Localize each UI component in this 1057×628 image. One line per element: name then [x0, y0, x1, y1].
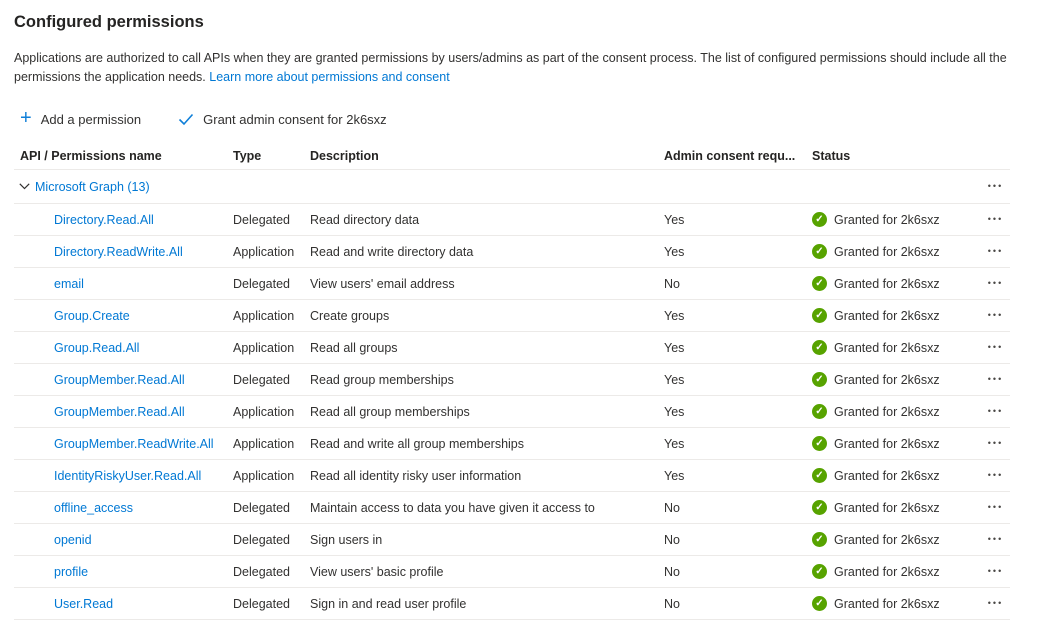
admin-consent-required-value: Yes: [664, 436, 685, 451]
granted-check-icon: ✓: [812, 404, 827, 419]
permission-description: Read all identity risky user information: [310, 468, 522, 483]
more-actions-button[interactable]: •••: [986, 212, 1005, 227]
permission-status: [812, 340, 981, 355]
permission-row: [14, 268, 1010, 300]
permission-description: Maintain access to data you have given it access to: [310, 500, 595, 515]
permission-description: Read all groups: [310, 340, 398, 355]
permission-description: Sign users in: [310, 532, 383, 547]
status-text: Granted for 2k6sxz: [834, 500, 940, 515]
column-header-status: Status: [812, 148, 851, 163]
permission-description: Read and write directory data: [310, 244, 474, 259]
permission-description: Read and write all group memberships: [310, 436, 524, 451]
permission-description: View users' basic profile: [310, 564, 444, 579]
status-text: Granted for 2k6sxz: [834, 308, 940, 323]
status-text: Granted for 2k6sxz: [834, 212, 940, 227]
status-text: Granted for 2k6sxz: [834, 340, 940, 355]
status-text: Granted for 2k6sxz: [834, 468, 940, 483]
granted-check-icon: ✓: [812, 244, 827, 259]
permission-row: [14, 236, 1010, 268]
permission-type: Application: [233, 436, 295, 451]
more-actions-button[interactable]: •••: [986, 564, 1005, 579]
more-actions-button[interactable]: •••: [986, 532, 1005, 547]
permission-description: Sign in and read user profile: [310, 596, 467, 611]
permission-status: [812, 532, 981, 547]
permission-name-link[interactable]: GroupMember.Read.All: [54, 404, 185, 419]
status-text: Granted for 2k6sxz: [834, 372, 940, 387]
plus-icon: +: [20, 107, 32, 129]
granted-check-icon: ✓: [812, 564, 827, 579]
table-body: [14, 204, 1010, 620]
permission-name-link[interactable]: GroupMember.ReadWrite.All: [54, 436, 214, 451]
admin-consent-required-value: No: [664, 500, 680, 515]
permission-name-link[interactable]: profile: [54, 564, 89, 579]
add-permission-button[interactable]: [20, 107, 142, 129]
permission-row: [14, 460, 1010, 492]
permission-type: Delegated: [233, 596, 290, 611]
status-text: Granted for 2k6sxz: [834, 564, 940, 579]
chevron-down-icon: [19, 183, 30, 190]
more-actions-button[interactable]: •••: [986, 436, 1005, 451]
page-title: Configured permissions: [14, 13, 204, 31]
permission-name-link[interactable]: User.Read: [54, 596, 114, 611]
permission-type: Application: [233, 468, 295, 483]
admin-consent-required-value: No: [664, 596, 680, 611]
admin-consent-required-value: Yes: [664, 372, 685, 387]
permission-type: Delegated: [233, 372, 290, 387]
api-group-row: [14, 170, 1010, 204]
toolbar: [20, 106, 1043, 132]
column-header-admin-consent: Admin consent requ...: [664, 148, 796, 163]
permission-status: [812, 244, 981, 259]
admin-consent-required-value: Yes: [664, 404, 685, 419]
column-header-type: Type: [233, 148, 262, 163]
granted-check-icon: ✓: [812, 212, 827, 227]
description-body: Applications are authorized to call APIs when they are granted permissions by users/admins as part of the consent process. The list of configured permissions should include all the permissions the application needs.: [14, 51, 1007, 84]
permission-status: [812, 564, 981, 579]
admin-consent-required-value: No: [664, 532, 680, 547]
granted-check-icon: ✓: [812, 532, 827, 547]
status-text: Granted for 2k6sxz: [834, 276, 940, 291]
permission-status: [812, 212, 981, 227]
permission-name-link[interactable]: offline_access: [54, 500, 133, 515]
permission-name-link[interactable]: Group.Create: [54, 308, 130, 323]
permission-name-link[interactable]: Directory.Read.All: [54, 212, 154, 227]
granted-check-icon: ✓: [812, 308, 827, 323]
admin-consent-required-value: No: [664, 276, 680, 291]
permission-type: Application: [233, 244, 295, 259]
api-group-toggle[interactable]: [14, 180, 981, 194]
more-actions-button[interactable]: •••: [986, 468, 1005, 483]
admin-consent-required-value: Yes: [664, 308, 685, 323]
permission-name-link[interactable]: Group.Read.All: [54, 340, 140, 355]
admin-consent-required-value: Yes: [664, 340, 685, 355]
more-actions-button[interactable]: •••: [986, 276, 1005, 291]
add-permission-label: Add a permission: [40, 111, 142, 127]
status-text: Granted for 2k6sxz: [834, 244, 940, 259]
permission-name-link[interactable]: email: [54, 276, 84, 291]
permission-row: [14, 428, 1010, 460]
permission-description: Read all group memberships: [310, 404, 470, 419]
status-text: Granted for 2k6sxz: [834, 436, 940, 451]
permission-status: [812, 372, 981, 387]
permission-type: Delegated: [233, 276, 290, 291]
permission-description: Read directory data: [310, 212, 420, 227]
permission-type: Delegated: [233, 532, 290, 547]
permission-status: [812, 404, 981, 419]
permission-status: [812, 596, 981, 611]
permission-type: Delegated: [233, 564, 290, 579]
more-actions-button[interactable]: •••: [986, 340, 1005, 355]
permission-status: [812, 308, 981, 323]
grant-admin-consent-label: Grant admin consent for 2k6sxz: [203, 111, 387, 127]
permission-row: [14, 396, 1010, 428]
granted-check-icon: ✓: [812, 372, 827, 387]
permission-type: Delegated: [233, 500, 290, 515]
admin-consent-required-value: Yes: [664, 468, 685, 483]
permission-type: Application: [233, 340, 295, 355]
permission-row: [14, 588, 1010, 620]
permission-status: [812, 436, 981, 451]
permission-name-link[interactable]: IdentityRiskyUser.Read.All: [54, 468, 202, 483]
permission-name-link[interactable]: GroupMember.Read.All: [54, 372, 185, 387]
permission-description: Create groups: [310, 308, 390, 323]
admin-consent-required-value: Yes: [664, 244, 685, 259]
permission-row: [14, 364, 1010, 396]
permission-name-link[interactable]: openid: [54, 532, 92, 547]
permission-row: [14, 524, 1010, 556]
learn-more-link[interactable]: Learn more about permissions and consent: [209, 70, 450, 84]
permission-status: [812, 468, 981, 483]
checkmark-icon: [178, 113, 194, 126]
granted-check-icon: ✓: [812, 340, 827, 355]
permission-status: [812, 276, 981, 291]
more-actions-button[interactable]: •••: [986, 179, 1005, 194]
permission-row: [14, 332, 1010, 364]
permission-row: [14, 556, 1010, 588]
table-header: [14, 142, 1010, 170]
grant-admin-consent-button[interactable]: [178, 112, 387, 127]
description-text: [14, 49, 1016, 87]
more-actions-button[interactable]: •••: [986, 500, 1005, 515]
granted-check-icon: ✓: [812, 500, 827, 515]
more-actions-button[interactable]: •••: [986, 244, 1005, 259]
more-actions-button[interactable]: •••: [986, 404, 1005, 419]
status-text: Granted for 2k6sxz: [834, 532, 940, 547]
more-actions-button[interactable]: •••: [986, 596, 1005, 611]
more-actions-button[interactable]: •••: [986, 308, 1005, 323]
admin-consent-required-value: No: [664, 564, 680, 579]
permission-description: View users' email address: [310, 276, 455, 291]
granted-check-icon: ✓: [812, 596, 827, 611]
granted-check-icon: ✓: [812, 276, 827, 291]
admin-consent-required-value: Yes: [664, 212, 685, 227]
permission-type: Application: [233, 308, 295, 323]
permission-status: [812, 500, 981, 515]
column-header-description: Description: [310, 148, 379, 163]
granted-check-icon: ✓: [812, 468, 827, 483]
permission-type: Application: [233, 404, 295, 419]
permission-row: [14, 204, 1010, 236]
granted-check-icon: ✓: [812, 436, 827, 451]
status-text: Granted for 2k6sxz: [834, 404, 940, 419]
api-group-label: Microsoft Graph (13): [35, 179, 150, 194]
status-text: Granted for 2k6sxz: [834, 596, 940, 611]
column-header-name: API / Permissions name: [20, 148, 162, 163]
permission-description: Read group memberships: [310, 372, 454, 387]
permission-row: [14, 492, 1010, 524]
permission-type: Delegated: [233, 212, 290, 227]
permission-name-link[interactable]: Directory.ReadWrite.All: [54, 244, 183, 259]
permissions-table: [14, 142, 1010, 620]
more-actions-button[interactable]: •••: [986, 372, 1005, 387]
permission-row: [14, 300, 1010, 332]
